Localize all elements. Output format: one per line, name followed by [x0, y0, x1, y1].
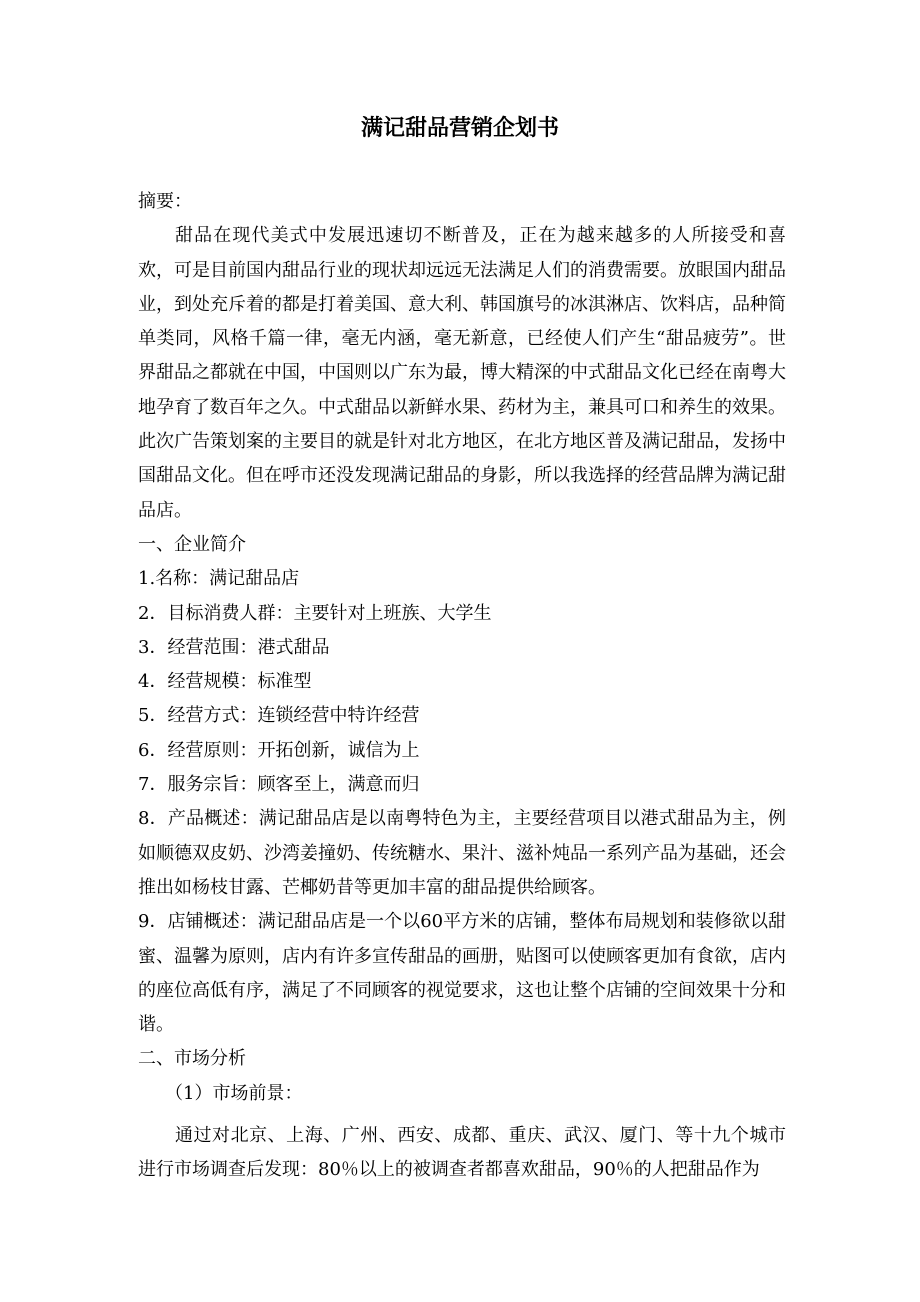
section-heading-market: 二、市场分析	[138, 1048, 246, 1070]
abstract-label: 摘要：	[138, 191, 192, 212]
item-product-overview: 8．产品概述：满记甜品店是以南粤特色为主，主要经营项目以港式甜品为主，例如顺德双皮奶、沙湾姜撞奶、传统糖水、果汁、滋补炖品一系列产品为基础，还会推出如杨枝甘露、芒椰奶昔等更加丰富的甜品提供给顾客。	[138, 808, 786, 898]
item-business-principle: 6．经营原则：开拓创新，诚信为上	[138, 739, 420, 761]
item-name: 1.名称：满记甜品店	[138, 568, 300, 590]
document-title: 满记甜品营销企划书	[360, 116, 559, 141]
item-business-scale: 4．经营规模：标准型	[138, 671, 312, 693]
section-heading-company: 一、企业简介	[138, 533, 246, 555]
abstract-paragraph: 甜品在现代美式中发展迅速切不断普及，正在为越来越多的人所接受和喜欢，可是目前国内甜品行业的现状却远远无法满足人们的消费需要。放眼国内甜品业，到处充斥着的都是打着美国、意大利、韩国旗号的冰淇淋店、饮料店，品种简单类同，风格千篇一律，毫无内涵，毫无新意，已经使人们产生“甜品疲劳”。世界甜品之都就在中国，中国则以广东为最，博大精深的中式甜品文化已经在南粤大地孕育了数百年之久。中式甜品以新鲜水果、药材为主，兼具可口和养生的效果。此次广告策划案的主要目的就是针对北方地区，在北方地区普及满记甜品，发扬中国甜品文化。但在呼市还没发现满记甜品的身影，所以我选择的经营品牌为满记甜品店。	[138, 225, 786, 521]
item-target-customers: 2．目标消费人群：主要针对上班族、大学生	[138, 602, 492, 624]
item-business-scope: 3．经营范围：港式甜品	[138, 636, 330, 658]
item-store-overview: 9．店铺概述：满记甜品店是一个以60平方米的店铺，整体布局规划和装修欲以甜蜜、温馨为原则，店内有许多宣传甜品的画册，贴图可以使顾客更加有食欲，店内的座位高低有序，满足了不同顾客的视觉要求，这也让整个店铺的空间效果十分和谐。	[138, 911, 786, 1036]
item-business-mode: 5．经营方式：连锁经营中特许经营	[138, 705, 420, 727]
paragraph-gap	[138, 1111, 786, 1119]
market-paragraph: 通过对北京、上海、广州、西安、成都、重庆、武汉、厦门、等十九个城市进行市场调查后发现：80％以上的被调查者都喜欢甜品，90％的人把甜品作为	[138, 1125, 786, 1181]
item-service-tenet: 7．服务宗旨：顾客至上，满意而归	[138, 774, 420, 796]
document-body	[138, 185, 786, 1188]
subsection-heading-market-prospect: （1）市场前景：	[165, 1082, 303, 1104]
